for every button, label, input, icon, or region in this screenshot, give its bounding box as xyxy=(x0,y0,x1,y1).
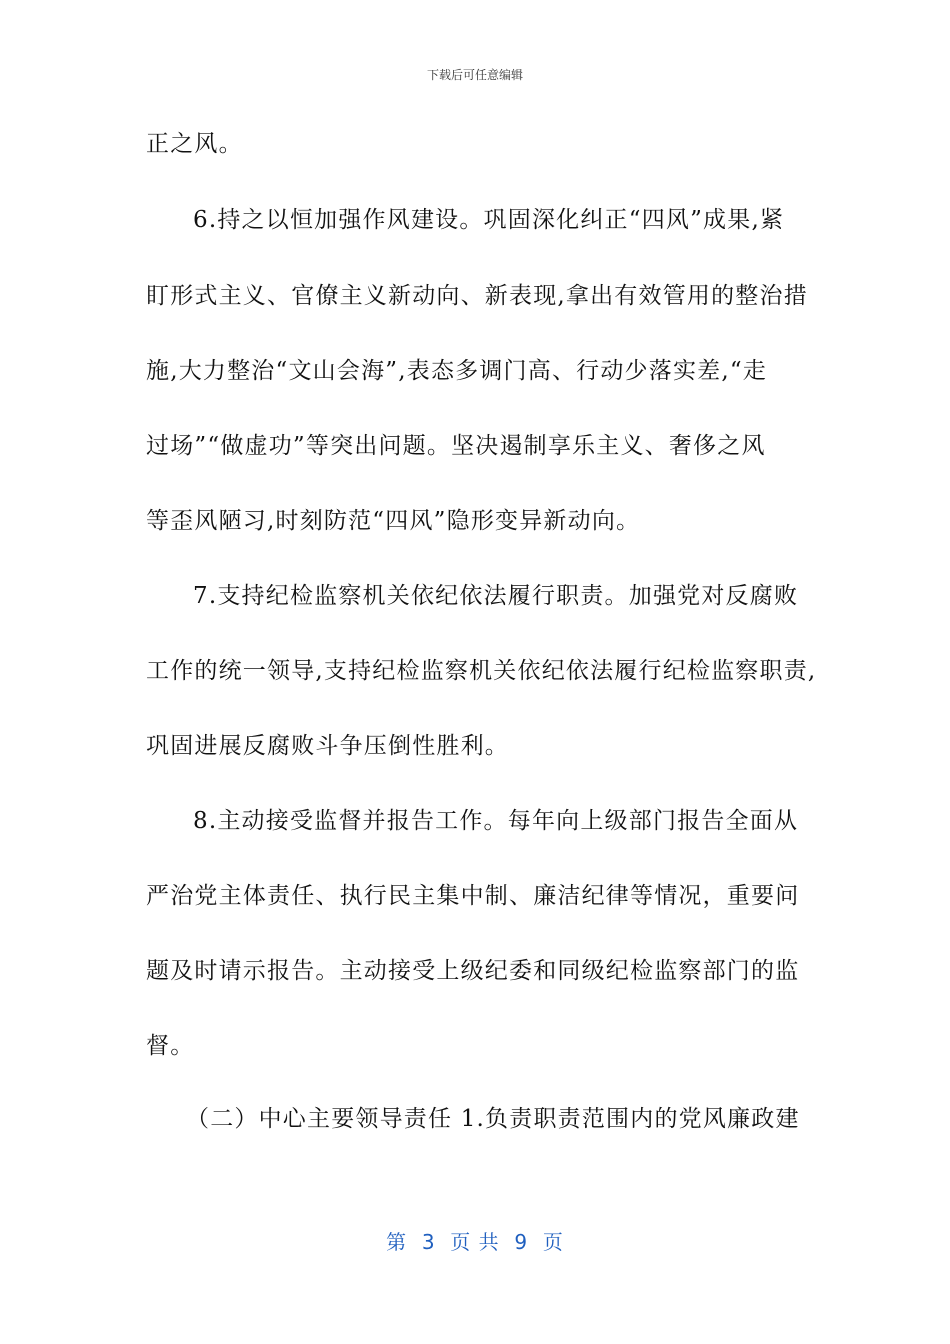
paragraph-line: 题及时请示报告。主动接受上级纪委和同级纪检监察部门的监 xyxy=(146,958,800,984)
paragraph-line: 正之风。 xyxy=(146,131,243,157)
paragraph-line: 7.支持纪检监察机关依纪依法履行职责。加强党对反腐败 xyxy=(193,583,799,609)
paragraph-line: 盯形式主义、官僚主义新动向、新表现,拿出有效管用的整治措 xyxy=(146,283,808,309)
paragraph-line: 6.持之以恒加强作风建设。巩固深化纠正“四风”成果,紧 xyxy=(193,207,785,233)
page-number-footer xyxy=(0,1226,950,1255)
paragraph-line: 过场”“做虚功”等突出问题。坚决遏制享乐主义、奢侈之风 xyxy=(146,433,766,459)
header-note: 下载后可任意编辑 xyxy=(426,68,523,82)
page-number-label: 第 3 页 共 9 页 xyxy=(386,1230,564,1254)
paragraph-line: 等歪风陋习,时刻防范“四风”隐形变异新动向。 xyxy=(146,508,641,534)
paragraph-line: 施,大力整治“文山会海”,表态多调门高、行动少落实差,“走 xyxy=(146,358,768,384)
section-heading-line: （二）中心主要领导责任 1.负责职责范围内的党风廉政建 xyxy=(186,1106,800,1132)
paragraph-line: 8.主动接受监督并报告工作。每年向上级部门报告全面从 xyxy=(193,808,799,834)
paragraph-line: 巩固进展反腐败斗争压倒性胜利。 xyxy=(146,733,509,759)
paragraph-line: 工作的统一领导,支持纪检监察机关依纪依法履行纪检监察职责, xyxy=(146,658,817,684)
paragraph-line: 督。 xyxy=(146,1033,195,1059)
paragraph-line: 严治党主体责任、执行民主集中制、廉洁纪律等情况，重要问 xyxy=(146,883,800,909)
